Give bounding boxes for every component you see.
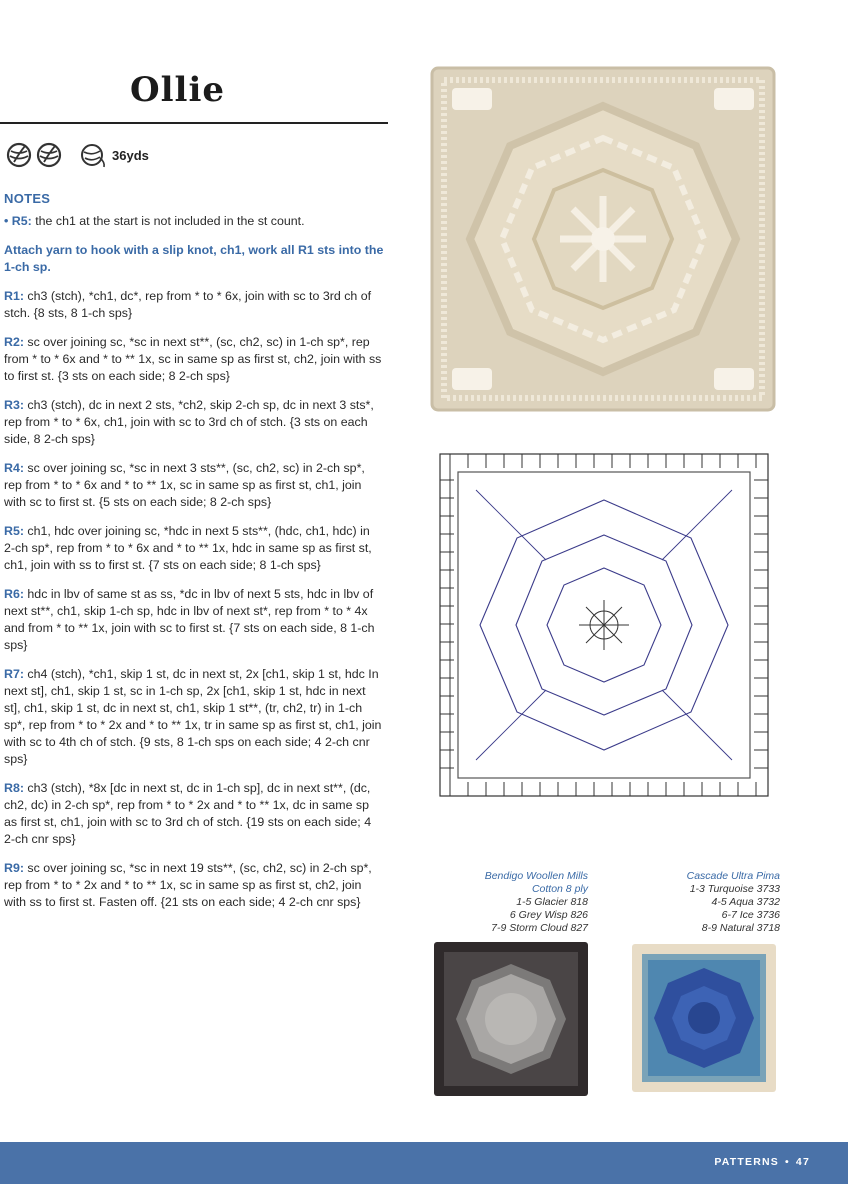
round-label: R1: xyxy=(4,289,24,303)
round-label: R8: xyxy=(4,781,24,795)
round-label: R3: xyxy=(4,398,24,412)
pattern-instructions xyxy=(4,190,384,923)
footer-label xyxy=(714,1156,810,1168)
credit-line: 8-9 Natural 3718 xyxy=(701,922,780,934)
footer-section: PATTERNS xyxy=(714,1156,780,1168)
round-r8 xyxy=(4,780,384,848)
round-label: R5: xyxy=(4,524,24,538)
round-r2 xyxy=(4,334,384,385)
page-footer xyxy=(0,1142,848,1184)
yarn-credit-cascade xyxy=(640,870,780,935)
round-label: R4: xyxy=(4,461,24,475)
credit-yarn: Cotton 8 ply xyxy=(531,883,588,895)
yarn-skein-icon xyxy=(80,142,106,168)
credit-line: 6 Grey Wisp 826 xyxy=(509,909,588,921)
granny-square-photo xyxy=(430,66,776,412)
round-text: ch3 (stch), dc in next 2 sts, *ch2, skip 2-ch sp, dc in next 3 sts*, rep from * to * 6x, ch1, join with sc to 3rd ch of stch. {3 sts on each side, 8 2-ch sps} xyxy=(4,398,374,446)
note-item xyxy=(4,213,384,230)
swatch-blue-photo xyxy=(630,942,778,1094)
round-label: R7: xyxy=(4,667,24,681)
notes-heading: NOTES xyxy=(4,191,51,206)
round-r4 xyxy=(4,460,384,511)
round-text: ch1, hdc over joining sc, *hdc in next 5 sts**, (hdc, ch1, hdc) in 2-ch sp*, rep from * to * 6x and * to ** 1x, hdc in same sp as first st, ch1, join with ss to first st. {7 sts on each side; 8 1-ch sps} xyxy=(4,524,372,572)
round-text: sc over joining sc, *sc in next st**, (sc, ch2, sc) in 1-ch sp*, rep from * to * 6x and * to ** 1x, sc in same sp as first st, ch2, join with ss to first st. {3 sts on each side; 8 2-ch sps} xyxy=(4,335,382,383)
footer-separator: • xyxy=(785,1156,790,1168)
round-text: ch4 (stch), *ch1, skip 1 st, dc in next st, 2x [ch1, skip 1 st, hdc In next st], ch1, skip 1 st, sc in 1-ch sp, 2x [ch1, skip 1 st, hdc in next st], ch1, skip 1 st, dc in next st, ch1, skip 1 st**, (tr, ch2, tr) in 1-ch sp*, rep from * to * 2x and * to ** 1x, tr in same sp as first st, ch1, join with sc to 4th ch of stch. {9 sts, 8 1-ch sps on each side; 4 2-ch cnr sps} xyxy=(4,667,382,766)
round-text: sc over joining sc, *sc in next 19 sts**, (sc, ch2, sc) in 2-ch sp*, rep from * to * 2x and * to ** 1x, sc in same sp as first st, ch2, join with ss to first st. Fasten off. {21 sts on each side; 4 2-ch cnr sps} xyxy=(4,861,372,909)
round-text: ch3 (stch), *ch1, dc*, rep from * to * 6x, join with sc to 3rd ch of stch. {8 sts, 8 1-ch sps} xyxy=(4,289,372,320)
round-r1 xyxy=(4,288,384,322)
credit-line: 1-5 Glacier 818 xyxy=(516,896,588,908)
yarn-ball-icon xyxy=(6,142,32,168)
credit-line: 6-7 Ice 3736 xyxy=(721,909,780,921)
round-label: R2: xyxy=(4,335,24,349)
crochet-chart xyxy=(426,440,782,810)
intro-instruction: Attach yarn to hook with a slip knot, ch1, work all R1 sts into the 1-ch sp. xyxy=(4,243,384,274)
yarn-weight-row xyxy=(6,140,149,170)
round-r3 xyxy=(4,397,384,448)
credit-line: 7-9 Storm Cloud 827 xyxy=(491,922,588,934)
round-text: sc over joining sc, *sc in next 3 sts**, (sc, ch2, sc) in 2-ch sp*, rep from * to * 6x and * to ** 1x, sc in same sp as first st, ch1, join with sc to first st. {5 sts on each side; 8 2-ch sps} xyxy=(4,461,365,509)
credit-line: 1-3 Turquoise 3733 xyxy=(689,883,780,895)
round-text: ch3 (stch), *8x [dc in next st, dc in 1-ch sp], dc in next st**, (dc, ch2, dc) in 2-ch sp*, rep from * to * 2x and * to ** 1x, dc in same sp as first st, ch1, join with sc to 3rd ch of stch. {19 sts on each side; 4 2-ch cnr sps} xyxy=(4,781,372,846)
note-text: the ch1 at the start is not included in the st count. xyxy=(31,214,305,228)
round-text: hdc in lbv of same st as ss, *dc in lbv of next 5 sts, hdc in lbv of next st**, ch1, skip 1-ch sp, hdc in lbv of next st*, rep from * to * 4x and from * to ** 1x, join with sc to first st. {7 sts on each side, 8 1-ch sps} xyxy=(4,587,375,652)
title-rule xyxy=(0,122,388,124)
swatch-grey-photo xyxy=(432,940,590,1098)
page-title: Ollie xyxy=(130,70,225,110)
round-r9 xyxy=(4,860,384,911)
round-label: R9: xyxy=(4,861,24,875)
credit-brand: Bendigo Woollen Mills xyxy=(484,870,588,882)
round-r7 xyxy=(4,666,384,768)
round-r5 xyxy=(4,523,384,574)
credit-line: 4-5 Aqua 3732 xyxy=(711,896,780,908)
yardage: 36yds xyxy=(112,147,149,163)
yarn-ball-icon xyxy=(36,142,62,168)
round-label: R6: xyxy=(4,587,24,601)
note-key: R5: xyxy=(11,214,32,228)
page-number: 47 xyxy=(795,1156,810,1168)
yarn-credit-bendigo xyxy=(430,870,588,935)
credit-brand: Cascade Ultra Pima xyxy=(686,870,780,882)
yardage-group xyxy=(80,142,149,168)
round-r6 xyxy=(4,586,384,654)
note-bullet: • xyxy=(4,214,9,228)
